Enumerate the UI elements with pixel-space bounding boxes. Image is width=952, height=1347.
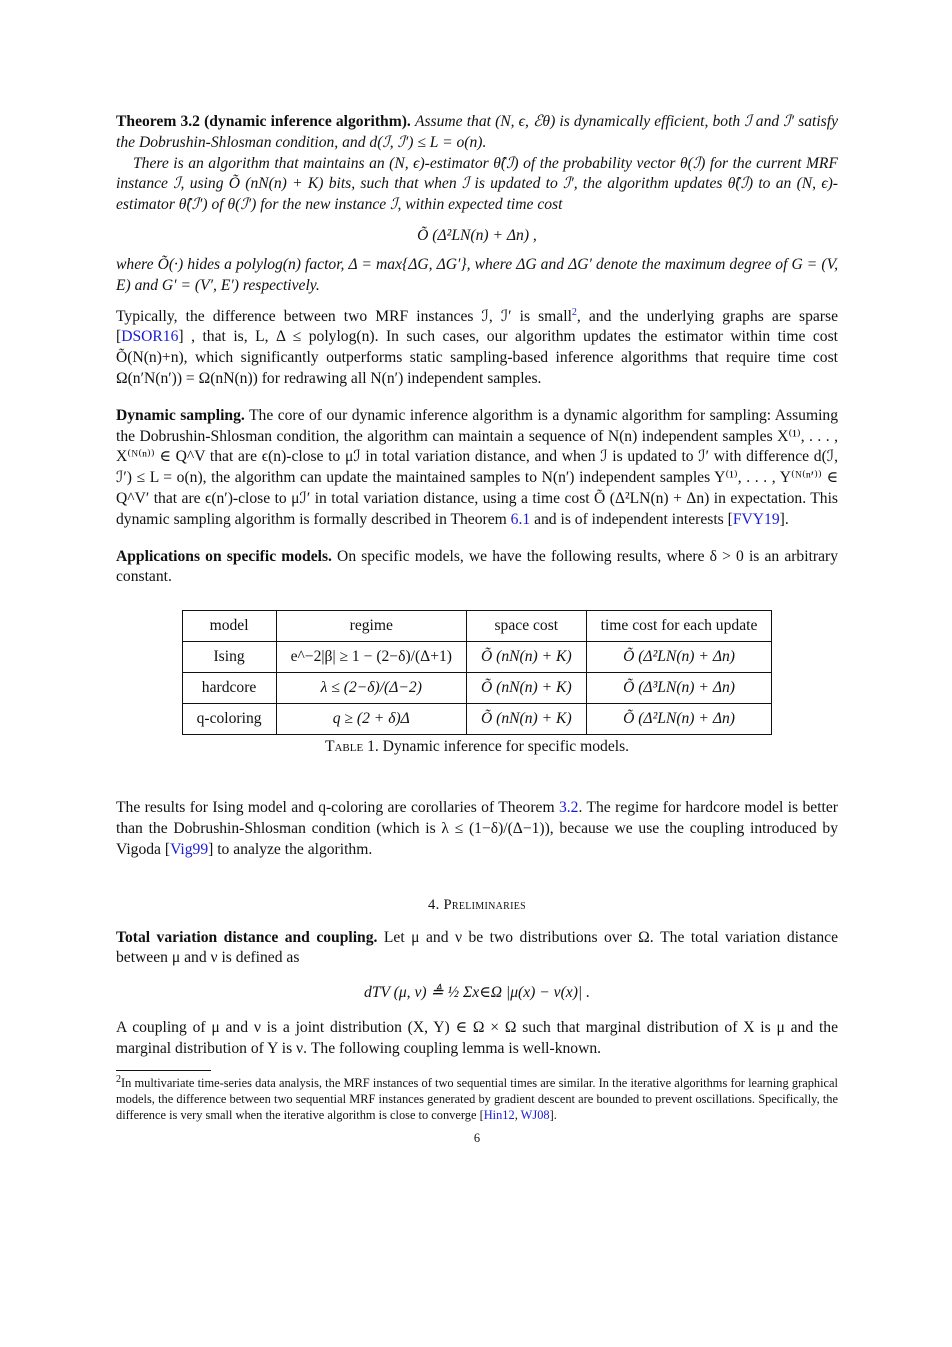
tv-paragraph (116, 928, 838, 970)
table-header-row (182, 611, 772, 642)
table-cell: Ising (182, 642, 276, 673)
theorem-where-clause: where Õ(·) hides a polylog(n) factor, Δ = max{ΔG, ΔG′}, where ΔG and ΔG′ denote the maximum degree of G = (V, E) and G′ = (V′, E′) respectively. (116, 255, 838, 294)
tv-text: Let μ and ν be two distributions over Ω. The total variation distance between μ and ν is defined as (116, 928, 839, 967)
table-cell: λ ≤ (2−δ)/(Δ−2) (276, 673, 466, 704)
table-cell: e^−2|β| ≥ 1 − (2−δ)/(Δ+1) (276, 642, 466, 673)
table-cell: Õ (nN(n) + K) (466, 673, 586, 704)
table-cell: Õ (nN(n) + K) (466, 642, 586, 673)
table-header-cell: model (182, 611, 276, 642)
footnote-mark[interactable]: 2 (571, 306, 577, 318)
theorem-statement (116, 112, 838, 154)
theorem-reference-link[interactable]: 6.1 (510, 510, 531, 528)
dynamic-sampling-paragraph (116, 406, 838, 531)
results-paragraph (116, 798, 838, 860)
footnote-text-b: ]. (549, 1108, 557, 1123)
paper-page (116, 112, 838, 1146)
results-text-a: The results for Ising model and q-coloring are corollaries of Theorem (116, 799, 559, 817)
models-table (182, 610, 773, 735)
citation-link[interactable]: DSOR16 (121, 328, 179, 346)
footnote-separator: , (514, 1108, 521, 1123)
table-header-cell: regime (276, 611, 466, 642)
table-cell: Õ (Δ³LN(n) + Δn) (586, 673, 772, 704)
citation-link[interactable]: Vig99 (170, 840, 209, 858)
table-caption-text: Dynamic inference for specific models. (378, 738, 630, 756)
results-text-b: . The regime for hardcore model is better than the Dobrushin-Shlosman condition (which is λ ≤ (1−δ)/(Δ−1)), because we use the coupling introduced by Vigoda [ (116, 799, 838, 858)
typically-text-c: ] , that is, L, Δ ≤ polylog(n). In such cases, our algorithm updates the estimator within time cost Õ(N(n)+n), which significantly outperforms static sampling-based inference algorithms that require time cost Ω(n′N(n′)) = Ω(nN(n)) for redrawing all N(n′) independent samples. (116, 328, 838, 387)
table-header-cell: time cost for each update (586, 611, 772, 642)
applications-paragraph (116, 547, 838, 589)
results-text-c: ] to analyze the algorithm. (208, 840, 373, 858)
applications-text: On specific models, we have the following results, where δ > 0 is an arbitrary constant. (116, 547, 838, 586)
dynamic-sampling-text-b: and is of independent interests [ (530, 510, 733, 528)
footnote (116, 1075, 838, 1124)
tv-display-equation: dTV (μ, ν) ≜ ½ Σx∈Ω |μ(x) − ν(x)| . (364, 984, 590, 1002)
citation-link[interactable]: WJ08 (520, 1108, 550, 1123)
section-heading: 4. Preliminaries (427, 896, 527, 913)
typically-text-a: Typically, the difference between two MRF instances ℐ, ℐ′ is small (116, 307, 572, 325)
table-cell: Õ (Δ²LN(n) + Δn) (586, 642, 772, 673)
dynamic-sampling-text-a: The core of our dynamic inference algorithm is a dynamic algorithm for sampling: Assuming the Dobrushin-Shlosman condition, the algorithm can maintain a sequence of N(n) independent samples X⁽¹⁾, . . . , X⁽ᴺ⁽ⁿ⁾⁾ ∈ Q^V that are ϵ(n)-close to μℐ in total variation distance, and when ℐ is updated to ℐ′ with difference d(ℐ, ℐ′) ≤ L = o(n), the algorithm can update the maintained samples to N(n′) independent samples Y⁽¹⁾, . . . , Y⁽ᴺ⁽ⁿ′⁾⁾ ∈ Q^V′ that are ϵ(n′)-close to μℐ′ in total variation distance, using a time cost Õ (Δ²LN(n) + Δn) in expectation. This dynamic sampling algorithm is formally described in Theorem (116, 406, 839, 528)
table-row (182, 642, 772, 673)
theorem-heading: Theorem 3.2 (dynamic inference algorithm). (116, 113, 411, 130)
table-caption (116, 738, 838, 756)
citation-link[interactable]: FVY19 (732, 510, 780, 528)
theorem-display-equation: Õ (Δ²LN(n) + Δn) , (417, 226, 537, 244)
table-cell: q-coloring (182, 704, 276, 735)
table-cell: Õ (nN(n) + K) (466, 704, 586, 735)
table-header-cell: space cost (466, 611, 586, 642)
paragraph-heading: Total variation distance and coupling. (116, 928, 378, 946)
table-row (182, 704, 772, 735)
footnote-number: 2 (116, 1073, 121, 1085)
dynamic-sampling-text-c: ]. (779, 510, 789, 528)
theorem-reference-link[interactable]: 3.2 (558, 799, 579, 817)
theorem-assumption: Assume that (N, ϵ, ℰθ) is dynamically efficient, both ℐ and ℐ′ satisfy the Dobrushin-Shlosman condition, and d(ℐ, ℐ′) ≤ L = o(n). (116, 113, 838, 151)
footnote-text-a: In multivariate time-series data analysis, the MRF instances of two sequential times are similar. In the iterative algorithms for learning graphical models, the difference between two sequential MRF instances generated by gradient descent are bounded to prevent oscillations. Specifically, the difference is very small when the iterative algorithm is close to converge [ (116, 1075, 838, 1123)
paragraph-heading: Applications on specific models. (116, 547, 332, 565)
citation-link[interactable]: Hin12 (483, 1108, 515, 1123)
footnote-rule (116, 1070, 211, 1071)
table-cell: hardcore (182, 673, 276, 704)
typically-text-b: , and the underlying graphs are sparse [ (116, 307, 838, 346)
paragraph-heading: Dynamic sampling. (116, 406, 245, 424)
table-cell: Õ (Δ²LN(n) + Δn) (586, 704, 772, 735)
table-caption-label: Table 1. (324, 738, 379, 756)
table-row (182, 673, 772, 704)
table-cell: q ≥ (2 + δ)Δ (276, 704, 466, 735)
coupling-paragraph: A coupling of μ and ν is a joint distribution (X, Y) ∈ Ω × Ω such that marginal distribution of X is μ and the marginal distribution of Y is ν. The following coupling lemma is well-known. (116, 1019, 838, 1057)
theorem-claim: There is an algorithm that maintains an (N, ϵ)-estimator θ̂(ℐ) of the probability vector θ(ℐ) for the current MRF instance ℐ, using Õ (nN(n) + K) bits, such that when ℐ is updated to ℐ′, the algorithm updates θ̂(ℐ) to an (N, ϵ)-estimator θ̂(ℐ′) of θ(ℐ′) for the new instance ℐ, within expected time cost (116, 154, 838, 214)
page-number: 6 (473, 1131, 481, 1146)
typically-paragraph (116, 307, 838, 390)
